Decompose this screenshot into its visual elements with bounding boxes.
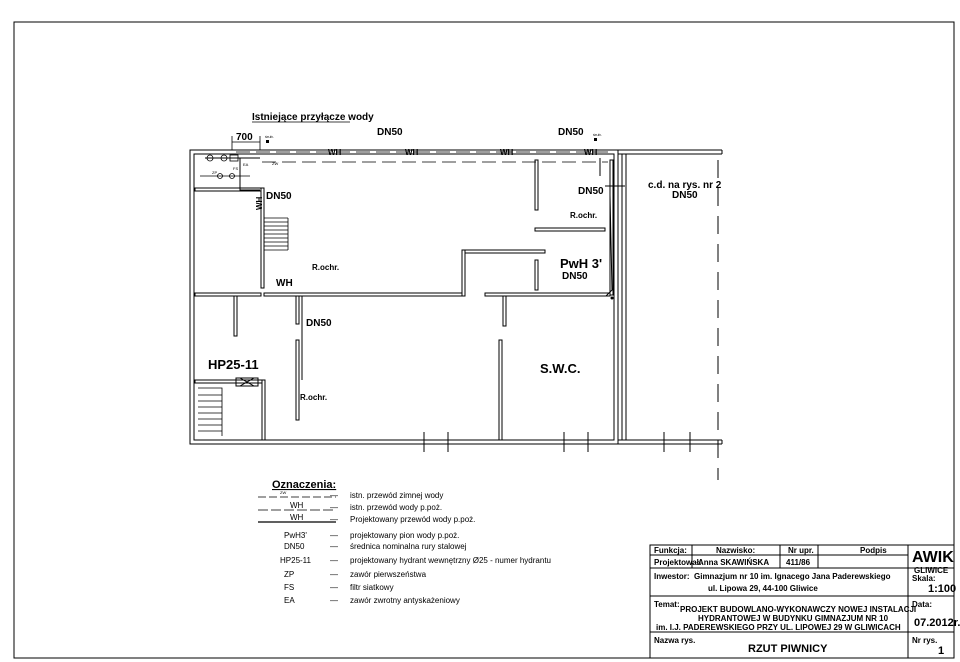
legend-sym-6: ZP (284, 570, 295, 579)
legend-desc-2: Projektowany przewód wody p.poż. (350, 515, 476, 524)
zw-label: ZW (272, 161, 279, 166)
tb-funkcja: Funkcja: (654, 546, 687, 555)
dim-700-label: 700 (236, 132, 253, 143)
wh-label-2: WH (405, 148, 419, 157)
legend-sym-3: PwH3' (284, 531, 307, 540)
room-label: S.W.C. (540, 361, 581, 376)
tb-city: GLIWICE (914, 566, 949, 575)
legend-desc-1: istn. przewód wody p.poż. (350, 503, 443, 512)
svg-text:—: — (330, 556, 338, 565)
svg-text:—: — (330, 515, 338, 524)
legend-desc-3: projektowany pion wody p.poż. (350, 531, 460, 540)
wh-room-label: WH (276, 278, 293, 289)
tb-projektowal: Projektował: (654, 558, 702, 567)
tiny-label-2: śrub. (593, 132, 602, 137)
svg-text:—: — (330, 531, 338, 540)
pwh-label: PwH 3' (560, 256, 603, 271)
ea-label: EA (243, 162, 249, 167)
dn50-pwh-label: DN50 (562, 271, 588, 282)
tb-skala: Skala: (912, 574, 936, 583)
tb-drawing-no: 1 (938, 645, 945, 657)
tb-podpis: Podpis (860, 546, 887, 555)
legend-sym-5: HP25-11 (280, 556, 311, 565)
connection-label: Istniejące przyłącze wody (252, 112, 374, 123)
legend-sym-8: EA (284, 596, 295, 605)
legend-sym-2: WH (290, 513, 304, 522)
legend-desc-6: zawór pierwszeństwa (350, 570, 427, 579)
dn50-top-label: DN50 (377, 127, 403, 138)
hydrant-label: HP25-11 (208, 357, 259, 372)
stairs (264, 218, 288, 250)
legend-desc-0: istn. przewód zimnej wody (350, 491, 444, 500)
wh-label-3: WH (500, 148, 514, 157)
tb-designer: Anna SKAWIŃSKA (698, 558, 770, 567)
wh-label-1: WH (328, 148, 342, 157)
svg-text:—: — (330, 491, 338, 500)
legend-desc-7: filtr siatkowy (350, 583, 394, 592)
zp-label: ZP (212, 170, 218, 175)
rochr-label-3: R.ochr. (300, 393, 328, 402)
fs-label: FS (233, 166, 239, 171)
wh-vertical-label: WH (255, 196, 264, 210)
tb-company: AWIK (912, 549, 954, 566)
tb-nr-upr: Nr upr. (788, 546, 814, 555)
legend-desc-8: zawór zwrotny antyskażeniowy (350, 596, 460, 605)
legend-sym-1: WH (290, 501, 304, 510)
dn50-top-right-label: DN50 (558, 127, 584, 138)
tb-topic-line3: im. I.J. PADEREWSKIEGO PRZY UL. LIPOWEJ 29 W GLIWICACH (656, 623, 901, 632)
dn50-left-label: DN50 (266, 191, 292, 202)
rochr-label-1: R.ochr. (570, 211, 598, 220)
rochr-label-2: R.ochr. (312, 263, 340, 272)
legend-title: Oznaczenia: (272, 479, 337, 491)
legend-sym-0: ZW (280, 490, 287, 495)
svg-text:—: — (330, 570, 338, 579)
svg-text:—: — (330, 583, 338, 592)
tb-drawing-name: RZUT PIWNICY (748, 643, 828, 655)
tb-nazwisko: Nazwisko: (716, 546, 756, 555)
tiny-label-1: śrub. (265, 134, 274, 139)
wh-label-4: WH (584, 148, 598, 157)
tb-nr-rys: Nr rys. (912, 636, 938, 645)
tb-temat: Temat: (654, 600, 680, 609)
tb-investor-line1: Gimnazjum nr 10 im. Ignacego Jana Paderewskiego (694, 572, 891, 581)
dn50-continuation-label: DN50 (672, 190, 698, 201)
tb-inwestor: Inwestor: (654, 572, 690, 581)
tb-date: 07.2012r. (914, 617, 960, 629)
legend-sym-7: FS (284, 583, 295, 592)
svg-text:—: — (330, 542, 338, 551)
tb-topic-line2: HYDRANTOWEJ W BUDYNKU GIMNAZJUM NR 10 (698, 614, 889, 623)
tb-topic-line1: PROJEKT BUDOWLANO-WYKONAWCZY NOWEJ INSTALACJI (680, 605, 917, 614)
stairs-lower (198, 388, 222, 436)
openings (424, 432, 690, 452)
tb-scale: 1:100 (928, 583, 957, 595)
legend (258, 479, 551, 605)
legend-sym-4: DN50 (284, 542, 305, 551)
dn50-mid-label: DN50 (306, 318, 332, 329)
tb-license: 411/86 (786, 558, 811, 567)
tb-nazwa-rys: Nazwa rys. (654, 636, 696, 645)
dn50-right-label: DN50 (578, 186, 604, 197)
tb-data: Data: (912, 600, 933, 609)
continuation-label: c.d. na rys. nr 2 (648, 180, 722, 191)
legend-desc-4: średnica nominalna rury stalowej (350, 542, 467, 551)
tb-investor-line2: ul. Lipowa 29, 44-100 Gliwice (708, 584, 818, 593)
svg-text:—: — (330, 596, 338, 605)
svg-text:—: — (330, 503, 338, 512)
legend-desc-5: projektowany hydrant wewnętrzny Ø25 - numer hydrantu (350, 556, 551, 565)
